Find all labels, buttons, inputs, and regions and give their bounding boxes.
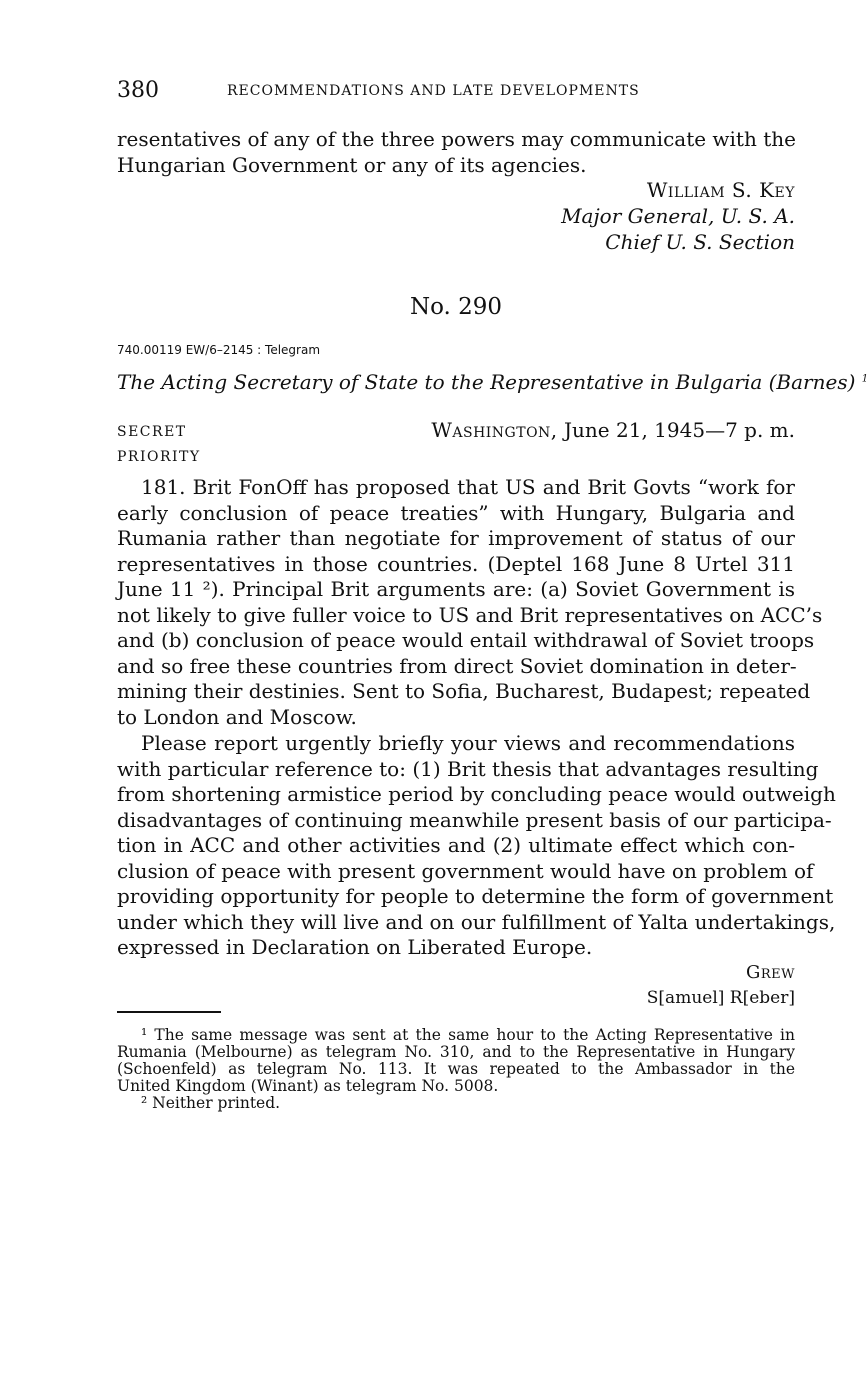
text-line: resentatives of any of the three powers may communicate with the — [117, 127, 796, 151]
body-paragraph-2 — [117, 731, 836, 961]
signature-block — [395, 177, 795, 255]
text-line: representatives in those countries. (Deptel 168 June 8 Urtel 311 — [117, 551, 795, 576]
classification-marking: SECRET — [117, 424, 187, 440]
document-page — [117, 0, 868, 1379]
text-line: and so free these countries from direct Soviet domination in deter- — [117, 653, 797, 678]
document-number: No. 290 — [409, 294, 503, 320]
text-line: Hungarian Government or any of its agencies. — [117, 152, 587, 177]
text-line: and (b) conclusion of peace would entail withdrawal of Soviet troops — [117, 628, 815, 652]
carryover-paragraph — [117, 127, 795, 178]
text-line: to London and Moscow. — [117, 704, 357, 729]
footnote-marker: 1 — [861, 373, 868, 385]
text-line: 181. Brit FonOff has proposed that US and Brit Govts “work for — [141, 475, 795, 499]
dateline-place: Washington, — [431, 418, 558, 442]
footnote-2: ² Neither printed. — [141, 1094, 281, 1112]
text-line: providing opportunity for people to determine the form of government — [117, 884, 834, 908]
document-heading — [117, 370, 868, 394]
dateline-date: June 21, 1945—7 p. m. — [564, 418, 795, 442]
footnotes — [117, 1027, 795, 1112]
text-line: expressed in Declaration on Liberated Europe. — [117, 935, 593, 959]
text-line: clusion of peace with present government would have on problem of — [117, 858, 814, 883]
running-title: RECOMMENDATIONS AND LATE DEVELOPMENTS — [227, 83, 640, 99]
page-number: 380 — [117, 78, 159, 103]
text-line: with particular reference to: (1) Brit thesis that advantages resulting — [117, 756, 819, 781]
footnote-line: (Schoenfeld) as telegram No. 113. It was repeated to the Ambassador in the — [117, 1060, 795, 1078]
file-reference: 740.00119 EW/6–2145 : Telegram — [117, 343, 321, 357]
precedence-marking: PRIORITY — [117, 449, 201, 465]
text-line: not likely to give fuller voice to US and Brit representatives on ACC’s — [117, 602, 823, 627]
text-line: Please report urgently briefly your views and recommendations — [141, 731, 795, 755]
text-line: under which they will live and on our fulfillment of Yalta undertakings, — [117, 909, 836, 934]
footnote-line: ¹ The same message was sent at the same hour to the Acting Representative in — [141, 1026, 795, 1044]
text-line: tion in ACC and other activities and (2) ultimate effect which con- — [117, 833, 795, 857]
signature-name: William S. Key — [646, 178, 795, 202]
footnote-line: Rumania (Melbourne) as telegram No. 310, and to the Representative in Hungary — [117, 1043, 795, 1061]
signature-position: Chief U. S. Section — [605, 230, 795, 254]
footnote-divider — [117, 1011, 221, 1013]
text-line: from shortening armistice period by concluding peace would outweigh — [117, 782, 836, 806]
dateline — [431, 418, 795, 442]
body-paragraph-1 — [117, 475, 823, 730]
document-heading-text: The Acting Secretary of State to the Representative in Bulgaria (Barnes) — [117, 370, 856, 394]
footnote-line: United Kingdom (Winant) as telegram No. 5008. — [117, 1077, 499, 1095]
text-line: early conclusion of peace treaties” with Hungary, Bulgaria and — [117, 500, 795, 525]
text-line: mining their destinies. Sent to Sofia, Bucharest, Budapest; repeated — [117, 679, 811, 703]
text-line: disadvantages of continuing meanwhile present basis of our participa- — [117, 807, 832, 832]
text-line: June 11 ²). Principal Brit arguments are: (a) Soviet Government is — [117, 577, 795, 601]
running-header — [117, 78, 795, 106]
signature-rank: Major General, U. S. A. — [561, 204, 795, 228]
closing-signature: Grew — [745, 962, 795, 983]
drafter-initials: S[amuel] R[eber] — [646, 988, 795, 1008]
text-line: Rumania rather than negotiate for improvement of status of our — [117, 526, 795, 550]
